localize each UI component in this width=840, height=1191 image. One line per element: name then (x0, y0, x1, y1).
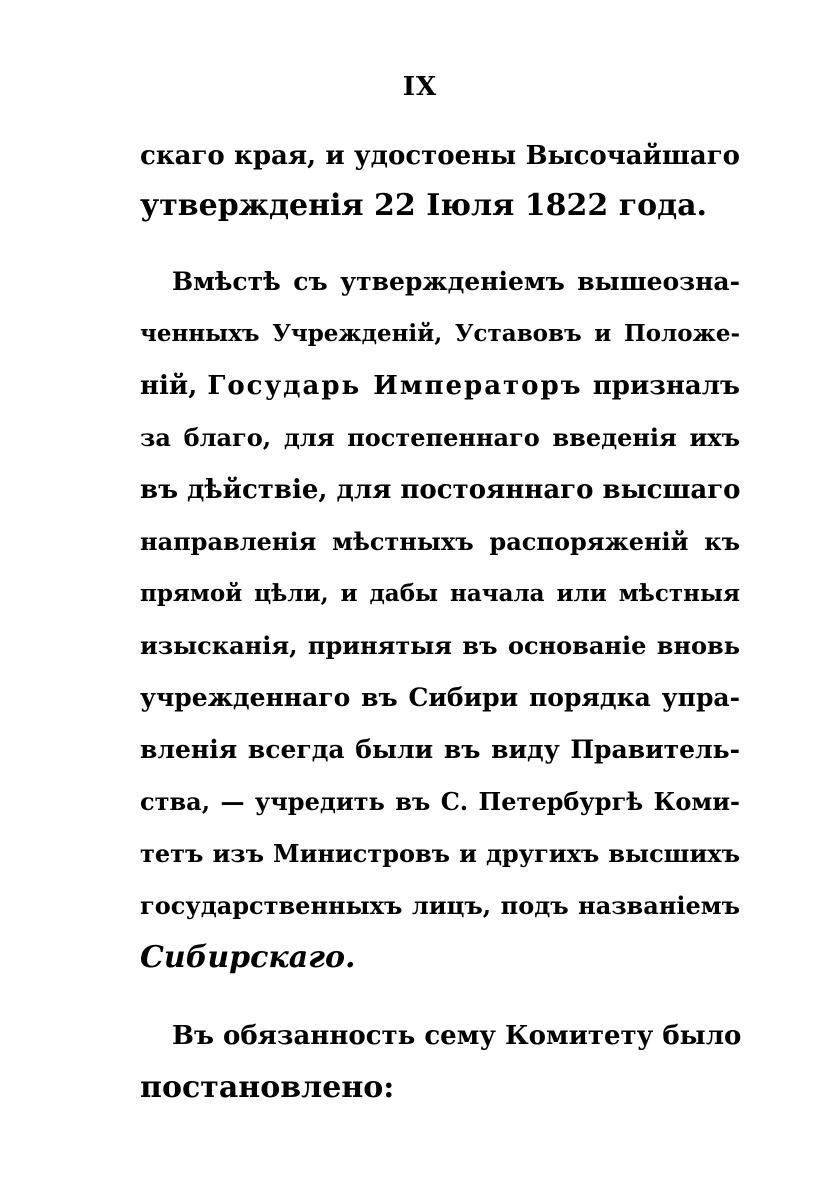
text-line: въ дѣйствіе, для постояннаго высшаго (140, 475, 741, 505)
text-line: за благо, для постепеннаго введенія ихъ (140, 423, 740, 452)
text-line: Въ обязанность сему Комитету было (172, 1021, 742, 1051)
italic-term: Сибирскаго. (140, 940, 356, 975)
text-line: утвержденія 22 Іюля 1822 года. (140, 188, 707, 223)
page-number: IX (402, 72, 438, 102)
text-line: изысканія, принятыя въ основаніе вновь (140, 631, 740, 660)
text-line: направленія мѣстныхъ распоряженій къ (140, 527, 740, 556)
text-line: Вмѣстѣ съ утвержденіемъ вышеозна- (172, 267, 740, 296)
text-line: учрежденнаго въ Сибири порядка упра- (140, 683, 740, 712)
text-line-with-smallcaps (140, 366, 740, 406)
text-line: скаго края, и удостоены Высочайшаго (140, 141, 740, 171)
text-line: постановлено: (140, 1070, 395, 1105)
text-line: прямой цѣли, и дабы начала или мѣстныя (140, 580, 740, 607)
emperor-title: Государь Императоръ (207, 371, 583, 401)
text-line: ченныхъ Учрежденій, Уставовъ и Положе- (140, 320, 740, 347)
text-fragment: призналъ (582, 371, 741, 401)
text-line: тетъ изъ Министровъ и другихъ высшихъ (140, 839, 740, 868)
text-line: ства, — учредить въ С. Петербургѣ Коми- (140, 787, 740, 816)
text-line: государственныхъ лицъ, подъ названіемъ (140, 891, 740, 920)
text-line: вленія всегда были въ виду Правитель- (140, 735, 740, 764)
text-fragment: ній, (140, 371, 208, 401)
